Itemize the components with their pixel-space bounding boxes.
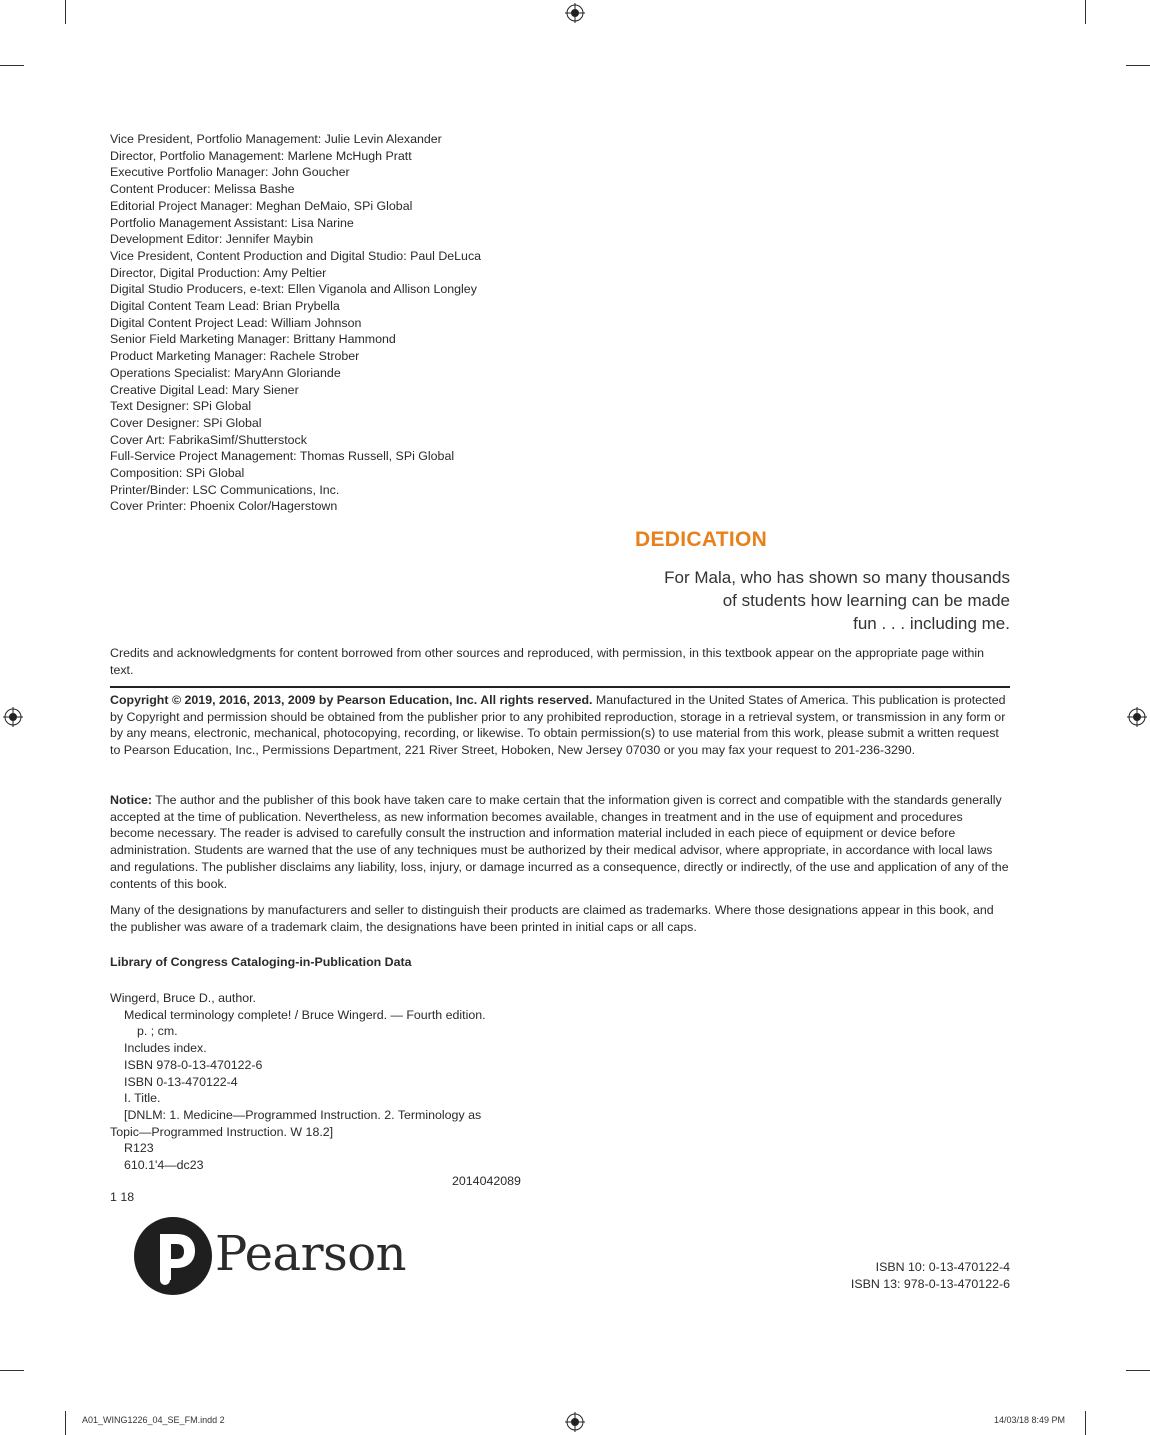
credit-line: Executive Portfolio Manager: John Goucher	[110, 165, 350, 180]
cip-isbn10: ISBN 0-13-470122-4	[124, 1074, 238, 1089]
crop-mark	[1085, 0, 1086, 24]
credit-line: Cover Printer: Phoenix Color/Hagerstown	[110, 499, 338, 514]
cip-dnlm-cont: Topic—Programmed Instruction. W 18.2]	[110, 1124, 334, 1139]
crop-mark	[1126, 65, 1150, 66]
cip-dnlm: [DNLM: 1. Medicine—Programmed Instruction. 2. Terminology as	[124, 1107, 482, 1122]
isbn-block	[760, 1259, 1010, 1293]
credit-line: Text Designer: SPi Global	[110, 399, 252, 414]
dedication-line: fun . . . including me.	[853, 614, 1010, 633]
credit-line: Vice President, Content Production and Digital Studio: Paul DeLuca	[110, 248, 482, 263]
registration-mark-icon	[3, 707, 23, 727]
isbn-10: ISBN 10: 0-13-470122-4	[875, 1260, 1010, 1274]
slug-datetime: 14/03/18 8:49 PM	[994, 1415, 1066, 1425]
registration-mark-icon	[565, 1412, 585, 1432]
credit-line: Development Editor: Jennifer Maybin	[110, 232, 314, 247]
crop-mark	[0, 65, 24, 66]
dedication-title: DEDICATION	[635, 528, 768, 551]
pearson-logo-icon	[133, 1216, 213, 1296]
cip-author: Wingerd, Bruce D., author.	[110, 991, 257, 1005]
credit-line: Director, Portfolio Management: Marlene McHugh Pratt	[110, 148, 412, 163]
print-line: 1 18	[110, 1190, 135, 1204]
credit-line: Portfolio Management Assistant: Lisa Narine	[110, 215, 354, 230]
credit-line: Full-Service Project Management: Thomas Russell, SPi Global	[110, 449, 455, 464]
slug-filename: A01_WING1226_04_SE_FM.indd 2	[82, 1415, 225, 1425]
copyright-text: Manufactured in the United States of America. This publication is protected by Copyright and permission should be obtained from the publisher prior to any prohibited reproduction, storage in a retrieval system, or transmission in any form or by any means, electronic, mechanical, photocopying, recording, or likewise. To obtain permission(s) to use material from this work, please submit a written request to Pearson Education, Inc., Permissions Department, 221 River Street, Hoboken, New Jersey 07030 or you may fax your request to 201-236-3290.	[110, 693, 1006, 758]
dedication-text	[560, 566, 1010, 635]
registration-mark-icon	[565, 3, 585, 23]
dedication-line: of students how learning can be made	[722, 591, 1010, 610]
credit-line: Cover Designer: SPi Global	[110, 415, 262, 430]
acknowledgments-paragraph: Credits and acknowledgments for content borrowed from other sources and reproduced, with permission, in this textbook appear on the appropriate page within text.	[110, 646, 985, 677]
crop-mark	[1126, 1370, 1150, 1371]
credit-line: Printer/Binder: LSC Communications, Inc.	[110, 482, 340, 497]
crop-mark	[65, 1411, 66, 1435]
trademarks-paragraph: Many of the designations by manufacturers and seller to distinguish their products are claimed as trademarks. Where those designations appear in this book, and the publisher was aware of a trademark claim, the designations have been printed in initial caps or all caps.	[110, 903, 994, 934]
crop-mark	[1085, 1411, 1086, 1435]
dedication-line: For Mala, who has shown so many thousands	[664, 568, 1010, 587]
cip-block	[110, 990, 486, 1174]
credit-line: Composition: SPi Global	[110, 466, 245, 481]
cip-title: Medical terminology complete! / Bruce Wingerd. — Fourth edition.	[124, 1007, 486, 1022]
cip-index: Includes index.	[124, 1041, 207, 1056]
credit-line: Operations Specialist: MaryAnn Gloriande	[110, 365, 341, 380]
credit-line: Director, Digital Production: Amy Peltier	[110, 265, 327, 280]
cip-heading: Library of Congress Cataloging-in-Publication Data	[110, 955, 412, 969]
credit-line: Product Marketing Manager: Rachele Strober	[110, 349, 360, 364]
cip-isbn13: ISBN 978-0-13-470122-6	[124, 1057, 263, 1072]
crop-mark	[65, 0, 66, 24]
cip-title-entry: I. Title.	[124, 1091, 161, 1106]
credit-line: Digital Content Project Lead: William Johnson	[110, 315, 362, 330]
credit-line: Cover Art: FabrikaSimf/Shutterstock	[110, 432, 307, 447]
cip-lccn: 2014042089	[452, 1174, 521, 1188]
cip-call-number: R123	[124, 1141, 154, 1156]
credit-line: Digital Studio Producers, e-text: Ellen Viganola and Allison Longley	[110, 282, 477, 297]
pearson-wordmark: Pearson	[215, 1226, 407, 1282]
cip-pages: p. ; cm.	[137, 1024, 178, 1039]
isbn-13: ISBN 13: 978-0-13-470122-6	[850, 1277, 1010, 1291]
crop-mark	[0, 1370, 24, 1371]
cip-dewey: 610.1'4—dc23	[124, 1158, 204, 1173]
divider-rule	[110, 686, 1010, 688]
copyright-lead: Copyright © 2019, 2016, 2013, 2009 by Pearson Education, Inc. All rights reserved.	[110, 693, 593, 707]
credit-line: Digital Content Team Lead: Brian Prybella	[110, 299, 340, 314]
credit-line: Editorial Project Manager: Meghan DeMaio, SPi Global	[110, 198, 413, 213]
credit-line: Senior Field Marketing Manager: Brittany Hammond	[110, 332, 396, 347]
registration-mark-icon	[1127, 707, 1147, 727]
copyright-paragraph	[110, 692, 1010, 759]
credits-list	[110, 131, 481, 515]
credit-line: Creative Digital Lead: Mary Siener	[110, 382, 299, 397]
notice-lead: Notice:	[110, 793, 152, 807]
credit-line: Content Producer: Melissa Bashe	[110, 182, 295, 197]
credit-line: Vice President, Portfolio Management: Julie Levin Alexander	[110, 132, 442, 146]
notice-text: The author and the publisher of this book have taken care to make certain that the information given is correct and compatible with the standards generally accepted at the time of publication. Nevertheless, as new information becomes available, changes in treatment and in the use of equipment and procedures become necessary. The reader is advised to carefully consult the instruction and information material included in each piece of equipment or device before administration. Students are warned that the use of any techniques must be authorized by their medical advisor, where appropriate, in accordance with local laws and regulations. The publisher disclaims any liability, loss, injury, or damage incurred as a consequence, directly or indirectly, of the use and application of any of the contents of this book.	[110, 793, 1009, 891]
notice-paragraph	[110, 792, 1010, 892]
